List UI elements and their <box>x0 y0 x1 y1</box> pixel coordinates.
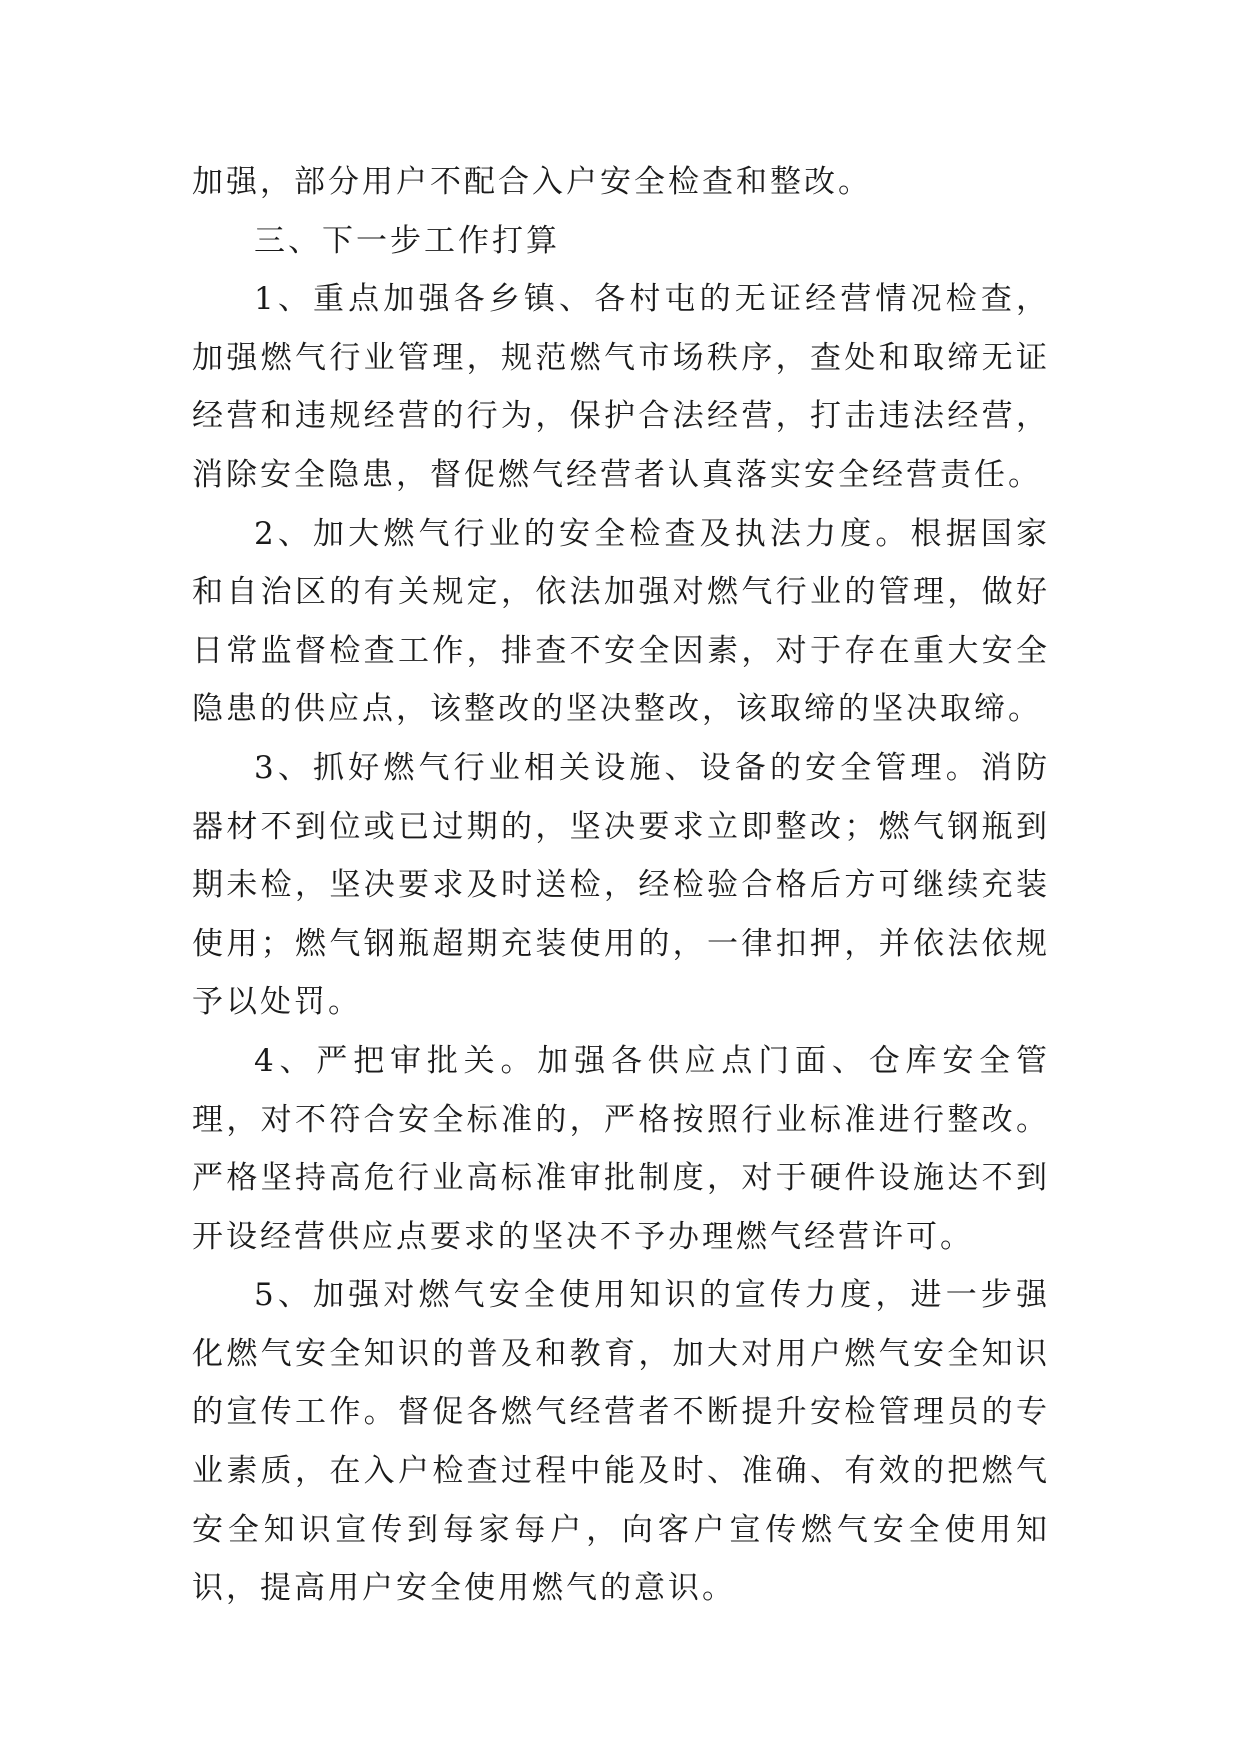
paragraph-item-3: 3、抓好燃气行业相关设施、设备的安全管理。消防器材不到位或已过期的，坚决要求立即整改；燃气钢瓶到期未检，坚决要求及时送检，经检验合格后方可继续充装使用；燃气钢瓶超期充装使用的，一律扣押，并依法依规予以处罚。 <box>192 749 1050 1021</box>
section-heading-next-steps: 三、下一步工作打算 <box>254 222 560 259</box>
paragraph-item-4: 4、严把审批关。加强各供应点门面、仓库安全管理，对不符合安全标准的，严格按照行业标准进行整改。严格坚持高危行业高标准审批制度，对于硬件设施达不到开设经营供应点要求的坚决不予办理燃气经营许可。 <box>192 1042 1050 1255</box>
paragraph-continuation: 加强，部分用户不配合入户安全检查和整改。 <box>192 164 872 200</box>
paragraph-item-5: 5、加强对燃气安全使用知识的宣传力度，进一步强化燃气安全知识的普及和教育，加大对用户燃气安全知识的宣传工作。督促各燃气经营者不断提升安检管理员的专业素质，在入户检查过程中能及时、准确、有效的把燃气安全知识宣传到每家每户，向客户宣传燃气安全使用知识，提高用户安全使用燃气的意识。 <box>192 1277 1050 1607</box>
paragraph-item-2: 2、加大燃气行业的安全检查及执法力度。根据国家和自治区的有关规定，依法加强对燃气行业的管理，做好日常监督检查工作，排查不安全因素，对于存在重大安全隐患的供应点，该整改的坚决整改，该取缔的坚决取缔。 <box>192 515 1050 728</box>
document-body <box>192 153 1050 1618</box>
paragraph-item-1: 1、重点加强各乡镇、各村屯的无证经营情况检查，加强燃气行业管理，规范燃气市场秩序，查处和取缔无证经营和违规经营的行为，保护合法经营，打击违法经营，消除安全隐患，督促燃气经营者认真落实安全经营责任。 <box>192 281 1050 493</box>
